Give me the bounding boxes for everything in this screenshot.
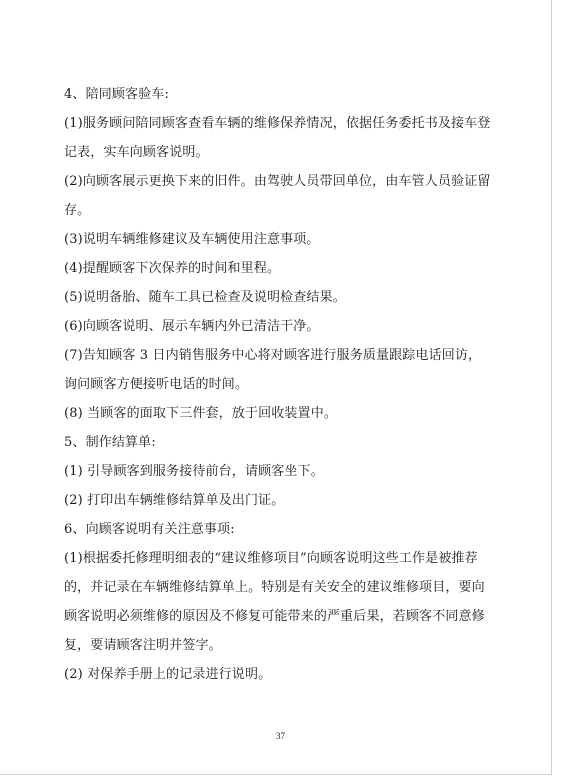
paragraph-line: (8) 当顾客的面取下三件套，放于回收装置中。 <box>64 406 337 421</box>
paragraph-line: 复，要请顾客注明并签字。 <box>64 638 222 653</box>
paragraph-line: (2) 打印出车辆维修结算单及出门证。 <box>64 493 285 508</box>
paragraph-line: 询问顾客方便接听电话的时间。 <box>64 377 249 392</box>
paragraph-line: (2)向顾客展示更换下来的旧件。由驾驶人员带回单位，由车管人员验证留 <box>64 174 491 189</box>
paragraph-line: (7)告知顾客 3 日内销售服务中心将对顾客进行服务质量跟踪电话回访， <box>64 348 482 363</box>
paragraph-line: (1)服务顾问陪同顾客查看车辆的维修保养情况，依据任务委托书及接车登 <box>64 116 491 131</box>
page-number: 37 <box>276 731 285 741</box>
section-heading-4: 4、陪同顾客验车: <box>64 87 170 102</box>
paragraph-line: (2) 对保养手册上的记录进行说明。 <box>64 667 272 682</box>
paragraph-line: (4)提醒顾客下次保养的时间和里程。 <box>64 261 281 276</box>
paragraph-line: 的，并记录在车辆维修结算单上。特别是有关安全的建议维修项目，要向 <box>64 580 485 595</box>
paragraph-line: (1) 引导顾客到服务接待前台，请顾客坐下。 <box>64 464 324 479</box>
section-heading-5: 5、制作结算单: <box>64 435 156 450</box>
paragraph-line: 记表，实车向顾客说明。 <box>64 145 209 160</box>
paragraph-line: (3)说明车辆维修建议及车辆使用注意事项。 <box>64 232 320 247</box>
paragraph-line: 顾客说明必须维修的原因及不修复可能带来的严重后果，若顾客不同意修 <box>64 609 485 624</box>
paragraph-line: (6)向顾客说明、展示车辆内外已清洁干净。 <box>64 319 320 334</box>
paragraph-line: 存。 <box>64 203 91 218</box>
paragraph-line: (5)说明备胎、随车工具已检查及说明检查结果。 <box>64 290 346 305</box>
document-body <box>64 80 510 689</box>
section-heading-6: 6、向顾客说明有关注意事项: <box>64 522 235 537</box>
paragraph-line: (1)根据委托修理明细表的“建议维修项目”向顾客说明这些工作是被推荐 <box>64 551 478 566</box>
